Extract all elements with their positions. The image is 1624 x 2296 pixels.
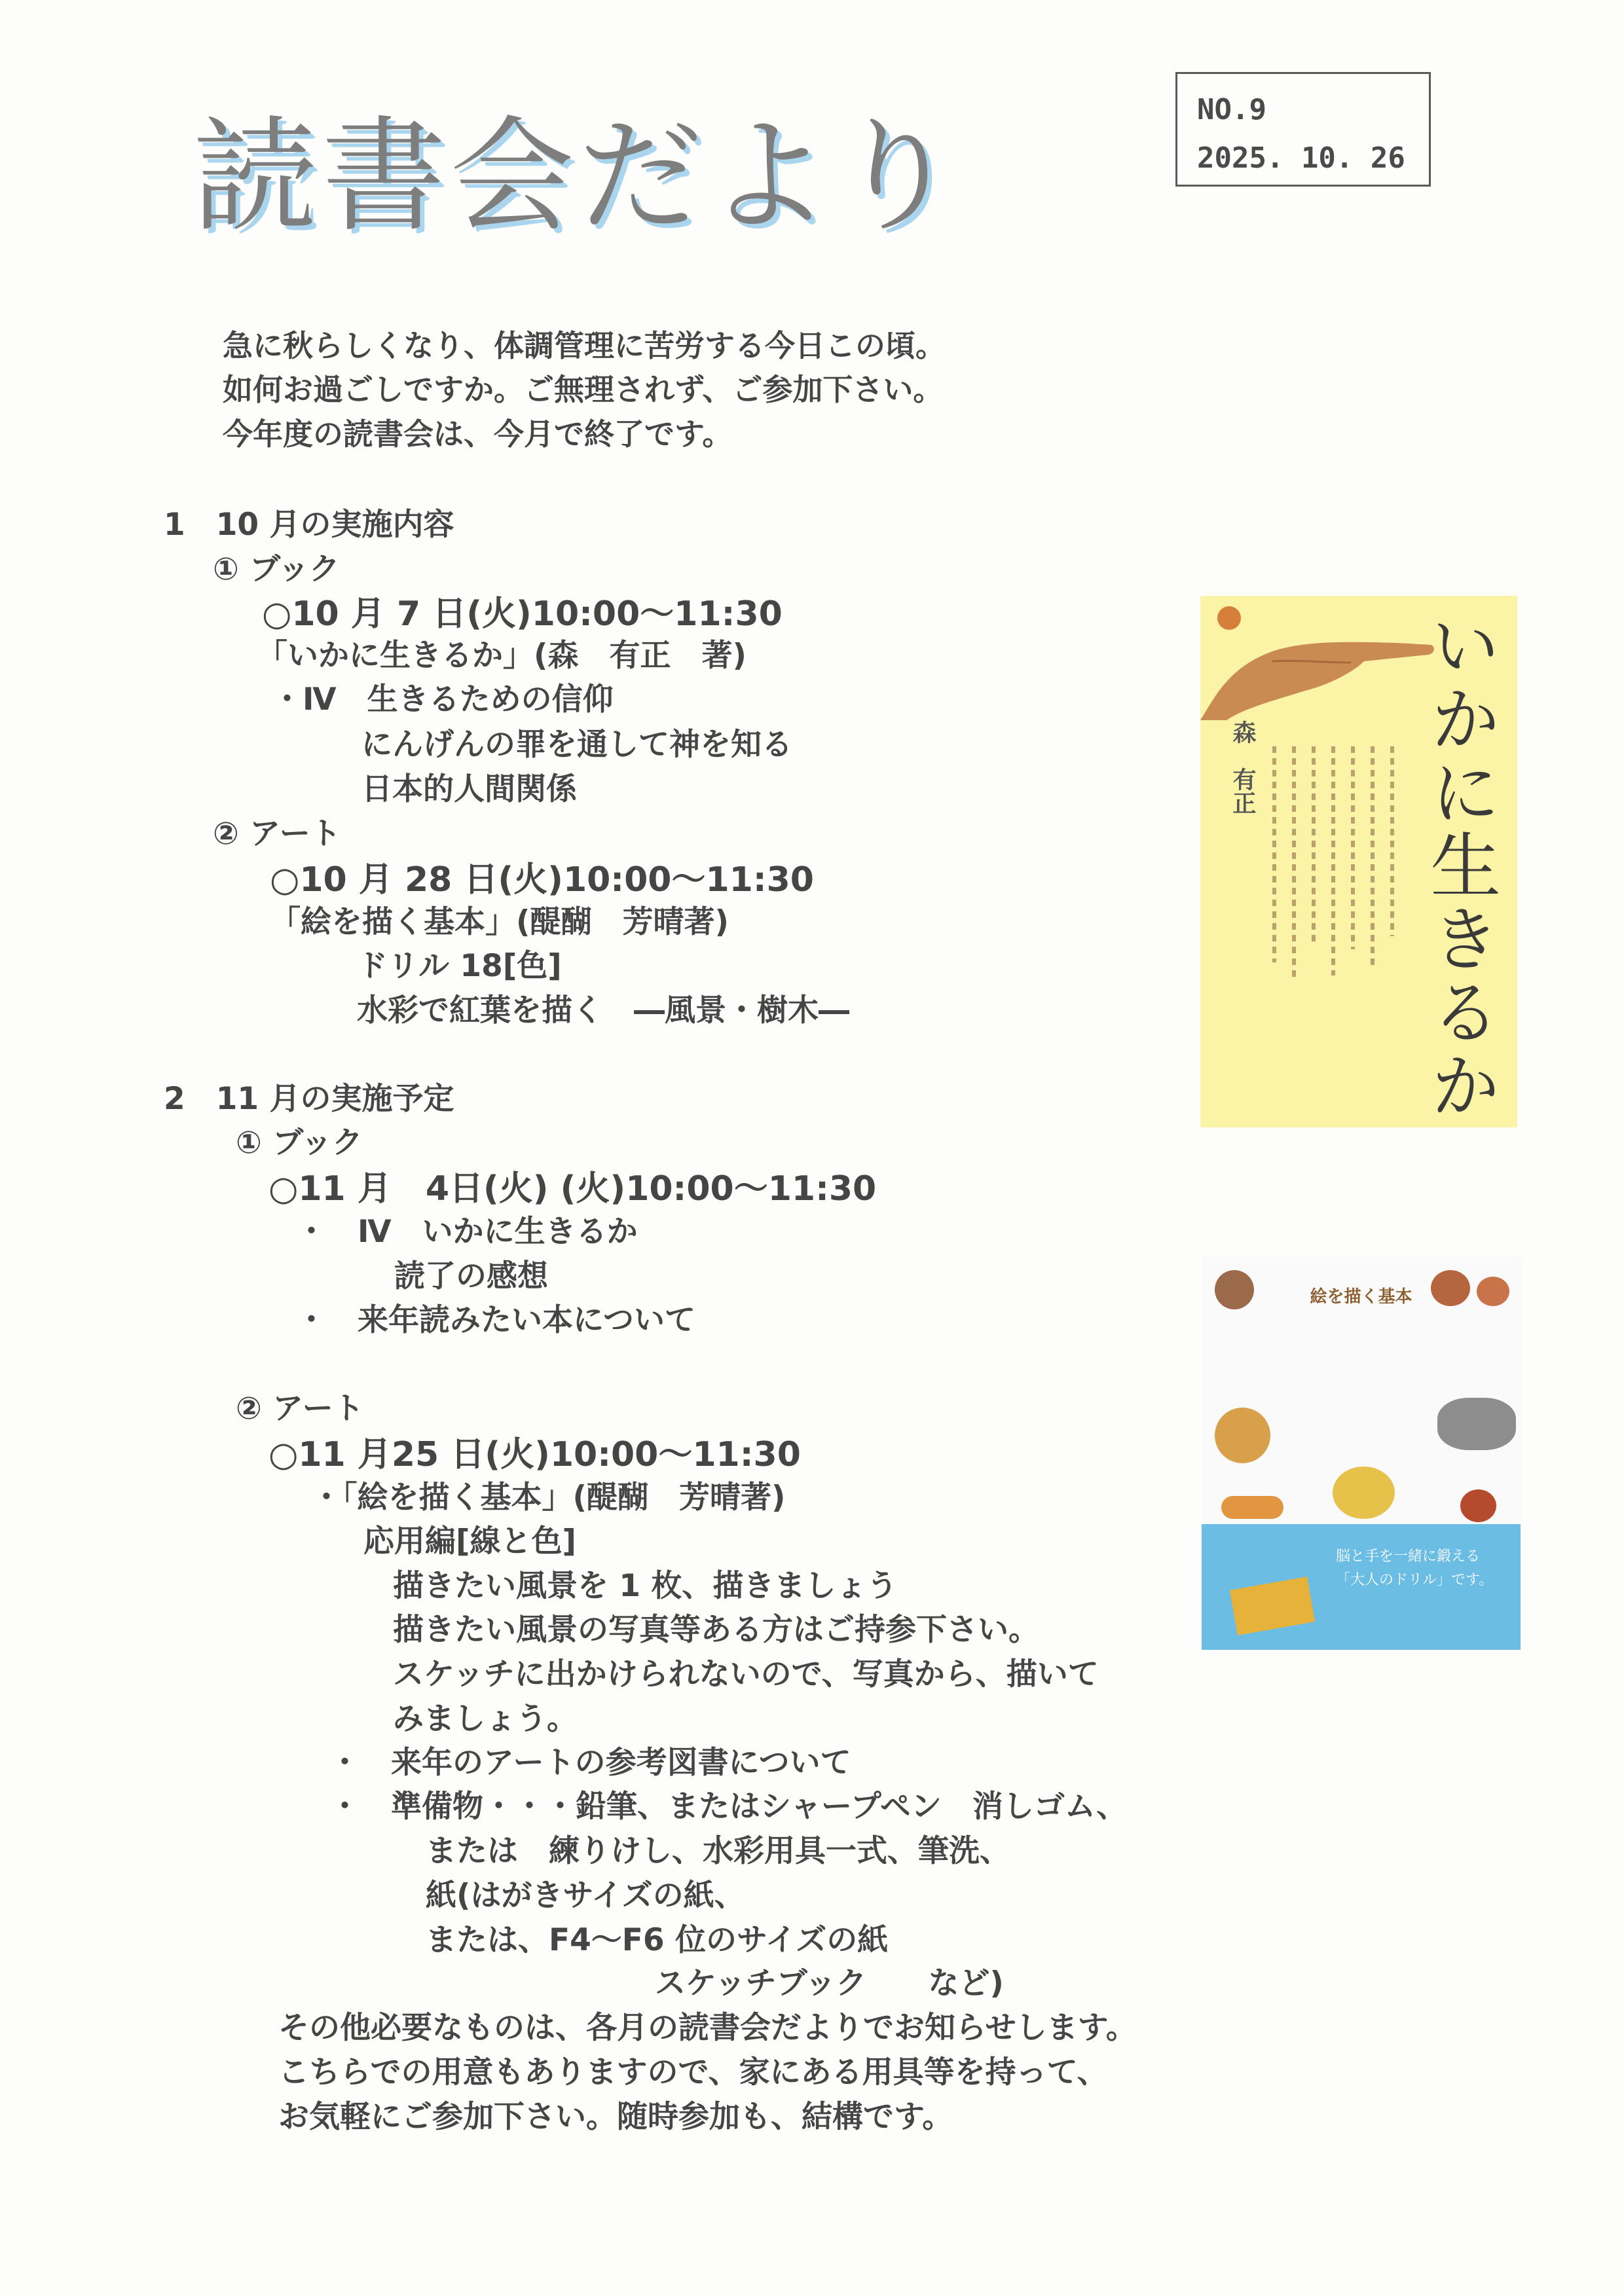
section1-book-title: 「いかに生きるか」(森 有正 著) [257,638,747,674]
intro-line-3: 今年度の読書会は、今月で終了です。 [223,416,733,452]
section2-art-title: ・「絵を描く基本」(醍醐 芳晴著) [311,1480,786,1516]
cat-illustration-icon [1437,1398,1516,1450]
section2-heading: 2 11 月の実施予定 [164,1081,454,1117]
section1-book-label: ① ブック [213,551,340,587]
section1-art-date: ○10 月 28 日(火)10:00～11:30 [270,860,814,900]
section1-book-line1: ・Ⅳ 生きるための信仰 [272,682,614,718]
intro-line-1: 急に秋らしくなり、体調管理に苦労する今日この頃。 [223,328,946,363]
page-title: 読書会だより [193,104,964,249]
section2-art-date: ○11 月25 日(火)10:00～11:30 [268,1435,801,1474]
section1-book-date: ○10 月 7 日(火)10:00～11:30 [262,594,783,634]
section2-book-line2: 読了の感想 [394,1258,548,1294]
section2-art-line9: 紙(はがきサイズの紙、 [426,1878,745,1914]
closing-line-2: こちらでの用意もありますので、家にある用具等を持って、 [278,2054,1108,2090]
section2-art-line7: ・ 準備物・・・鉛筆、またはシャープペン 消しゴム、 [329,1789,1128,1825]
issue-date: 2025. 10. 26 [1197,141,1405,175]
section2-book-line1: ・ Ⅳ いかに生きるか [296,1214,638,1250]
section2-art-line11: スケッチブック など) [655,1965,1004,2001]
section2-art-line6: ・ 来年のアートの参考図書について [329,1745,851,1781]
section2-art-line4: スケッチに出かけられないので、写真から、描いて [393,1656,1099,1692]
issue-box [1175,72,1431,187]
issue-number: NO.9 [1197,93,1266,126]
book-cover-ikani-ikiruka [1200,596,1517,1127]
closing-line-1: その他必要なものは、各月の読書会だよりでお知らせします。 [278,2010,1137,2046]
pointing-hand-icon [1200,622,1436,720]
section1-art-label: ② アート [213,816,341,852]
book1-title: いかに生きるか [1418,609,1500,1122]
book2-blurb-line1: 脳と手を一緒に鍛える [1336,1548,1481,1565]
section2-art-line10: または、F4～F6 位のサイズの紙 [426,1922,889,1958]
section1-art-line2: 水彩で紅葉を描く ―風景・樹木― [357,993,849,1029]
section2-book-label: ① ブック [236,1125,363,1161]
book2-title: 絵を描く基本 [1310,1287,1412,1307]
section2-art-label: ② アート [236,1391,364,1427]
book-cover-e-wo-kaku-kihon [1202,1257,1521,1650]
book2-blurb-line2: 「大人のドリル」です。 [1336,1572,1494,1588]
section2-art-line2: 描きたい風景を 1 枚、描きましょう [393,1568,898,1604]
book1-author: 森 有正 [1229,720,1257,814]
intro-line-2: 如何お過ごしですか。ご無理されず、ご参加下さい。 [223,372,944,407]
section1-art-title: 「絵を描く基本」(醍醐 芳晴著) [270,904,729,940]
section2-book-date: ○11 月 4日(火) (火)10:00～11:30 [268,1169,877,1209]
flowers-illustration-icon [1215,1408,1270,1463]
section1-art-line1: ドリル 18[色] [357,948,562,984]
closing-line-3: お気軽にご参加下さい。随時参加も、結構です。 [278,2099,953,2135]
bouquet-illustration-icon [1333,1467,1395,1519]
section2-book-line3: ・ 来年読みたい本について [296,1302,696,1338]
section2-art-line1: 応用編[線と色] [363,1523,576,1559]
section2-art-line8: または 練りけし、水彩用具一式、筆洗、 [426,1833,1010,1869]
apple-illustration-icon [1460,1489,1496,1522]
section1-heading: 1 10 月の実施内容 [164,507,454,543]
section1-book-line3: 日本的人間関係 [361,771,577,807]
bread-illustration-icon [1221,1496,1283,1519]
section1-book-line2: にんげんの罪を通して神を知る [361,727,792,763]
section2-art-line3: 描きたい風景の写真等ある方はご持参下さい。 [393,1612,1039,1648]
section2-art-line5: みましょう。 [393,1701,578,1737]
